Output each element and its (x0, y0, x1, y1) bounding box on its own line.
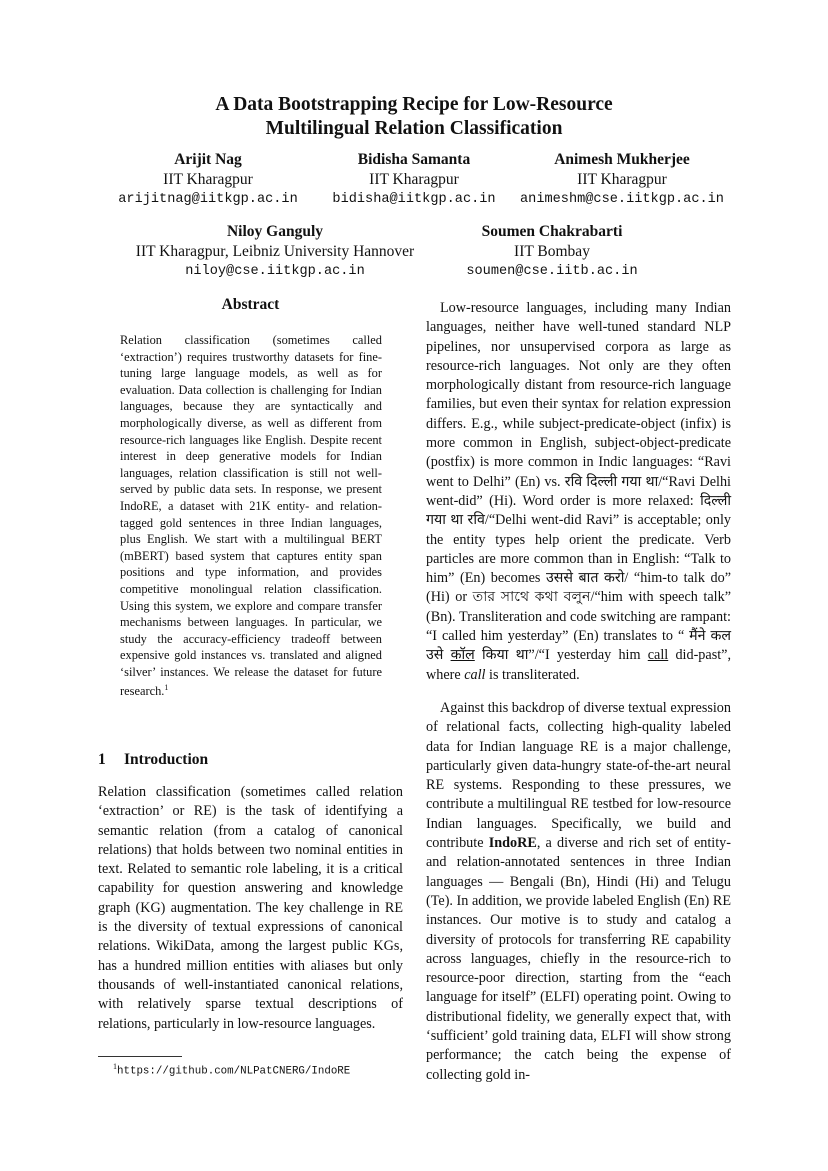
author-name: Niloy Ganguly (226, 223, 324, 240)
section-title: Introduction (124, 751, 209, 768)
section-number: 1 (98, 751, 106, 768)
author-affiliation: IIT Kharagpur (369, 171, 459, 188)
author-block (98, 150, 318, 210)
underlined-word: call (647, 647, 669, 664)
author-affiliation: IIT Kharagpur (577, 171, 667, 188)
paper-title (0, 93, 828, 141)
dataset-name: IndoRE (488, 835, 537, 852)
author-block (452, 222, 652, 282)
footnote-link[interactable]: https://github.com/NLPatCNERG/IndoRE (117, 1065, 351, 1078)
paragraph-text: did-past”, where (426, 647, 731, 683)
author-email: bidisha@iitkgp.ac.in (332, 192, 496, 207)
right-col-paragraph-1 (426, 299, 731, 685)
abstract-body (120, 332, 382, 700)
footnote (113, 1062, 350, 1078)
author-block (510, 150, 734, 210)
paragraph-text: किया था”/“I yesterday him (474, 647, 648, 664)
author-email: animeshm@cse.iitkgp.ac.in (520, 192, 724, 207)
author-block (100, 222, 450, 282)
paragraph-text: , a diverse and rich set of entity- and relation-annotated sentences in three Indian languages — Bengali (Bn), Hindi (Hi) and Telugu (Te). In addition, we provide labeled English (En) RE instances. Our motive is to study and catalog a diversity of protocols for transferring RE capability across languages, chiefly in the resource-rich to resource-poor direction, starting from the “each language for itself” (ELFI) operating point. Owing to distributional fidelity, we generally expect that, with ‘sufficient’ gold training data, ELFI will show strong performance; the catch being the expense of collecting gold in- (426, 835, 731, 1083)
title-line-1: A Data Bootstrapping Recipe for Low-Resource (215, 94, 613, 115)
footnote-divider (98, 1056, 182, 1057)
intro-paragraph: Relation classification (sometimes called relation ‘extraction’ or RE) is the task of identifying a semantic relation (from a catalog of canonical relations) that holds between two nominal entities in text. Related to semantic role labeling, it is a critical capability for question answering and knowledge graph (KG) augmentation. The key challenge in RE is the diversity of textual expressions of canonical relations. WikiData, among the largest public KGs, has a hundred million entities with aliases but only thousands of well-instantiated canonical relations, with relatively sparse textual descriptions of relations, particularly in low-resource languages. (98, 784, 403, 1032)
author-affiliation: IIT Kharagpur, Leibniz University Hannover (135, 243, 415, 260)
author-name: Bidisha Samanta (357, 151, 471, 168)
paragraph-text: Low-resource languages, including many Indian languages, neither have well-tuned standard NLP pipelines, nor unsupervised corpora as large as resource-rich languages. Not only are they often morphologically distant from resource-rich language families, but even their syntax for relation expression differs. E.g., while subject-predicate-object (infix) is more common in English, subject-object-predicate (postfix) is more common in Indic languages: “Ravi went to Delhi” (En) vs. रवि दिल्ली गया था/“Ravi Delhi went-did” (Hi). Word order is more relaxed: दिल्ली गया था रवि/“Delhi went-did Ravi” is acceptable; only the entity types help orient the predicate. Verb particles are more common than in English: “Talk to him” (En) becomes उससे बात करो/ “him-to talk do” (Hi) or তার সাথে কথা বলুন/“him with speech talk” (Bn). Transliteration and code switching are rampant: “I called him yesterday” (En) translates to “ मैंने कल उसे (426, 300, 731, 664)
footnote-mark: 1 (113, 1062, 117, 1071)
abstract-heading: Abstract (221, 296, 280, 313)
footnote-marker: 1 (164, 683, 169, 693)
author-name: Soumen Chakrabarti (481, 223, 623, 240)
author-email: arijitnag@iitkgp.ac.in (118, 192, 298, 207)
author-name: Arijit Nag (174, 151, 242, 168)
author-affiliation: IIT Bombay (514, 243, 590, 260)
author-name: Animesh Mukherjee (554, 151, 690, 168)
italic-word: call (464, 666, 486, 683)
author-affiliation: IIT Kharagpur (163, 171, 253, 188)
author-block (318, 150, 510, 210)
right-col-paragraph-2 (426, 699, 731, 1085)
underlined-word: कॉल (450, 647, 475, 664)
title-line-2: Multilingual Relation Classification (265, 118, 563, 139)
author-email: niloy@cse.iitkgp.ac.in (185, 264, 365, 279)
abstract-text: Relation classification (sometimes called ‘extraction’) requires trustworthy datasets for fine-tuning large language models, as well as for evaluation. Data collection is challenging for Indian languages, because they are syntactically and morphologically diverse, as well as different from resource-rich languages like English. Despite recent interest in deep generative models for Indian languages, relation classification is still not well-served by public data sets. In response, we present IndoRE, a dataset with 21K entity- and relation-tagged gold sentences in three Indian languages, plus English. We start with a multilingual BERT (mBERT) based system that captures entity span positions and type information, and provides competitive monolingual relation classification. Using this system, we explore and compare transfer mechanisms between languages. In particular, we study the accuracy-efficiency tradeoff between expensive gold instances vs. translated and aligned ‘silver’ instances. We release the dataset for future research. (120, 333, 382, 699)
paragraph-text: Against this backdrop of diverse textual expression of relational facts, collecting high-quality labeled data for Indian language RE is a major challenge, particularly given data-hungry state-of-the-art neural RE systems. Responding to these pressures, we contribute a multilingual RE testbed for low-resource Indian languages. Specifically, we build and contribute (426, 700, 731, 852)
author-email: soumen@cse.iitb.ac.in (466, 264, 638, 279)
section-heading (98, 751, 208, 769)
paragraph-text: is transliterated. (485, 666, 580, 683)
